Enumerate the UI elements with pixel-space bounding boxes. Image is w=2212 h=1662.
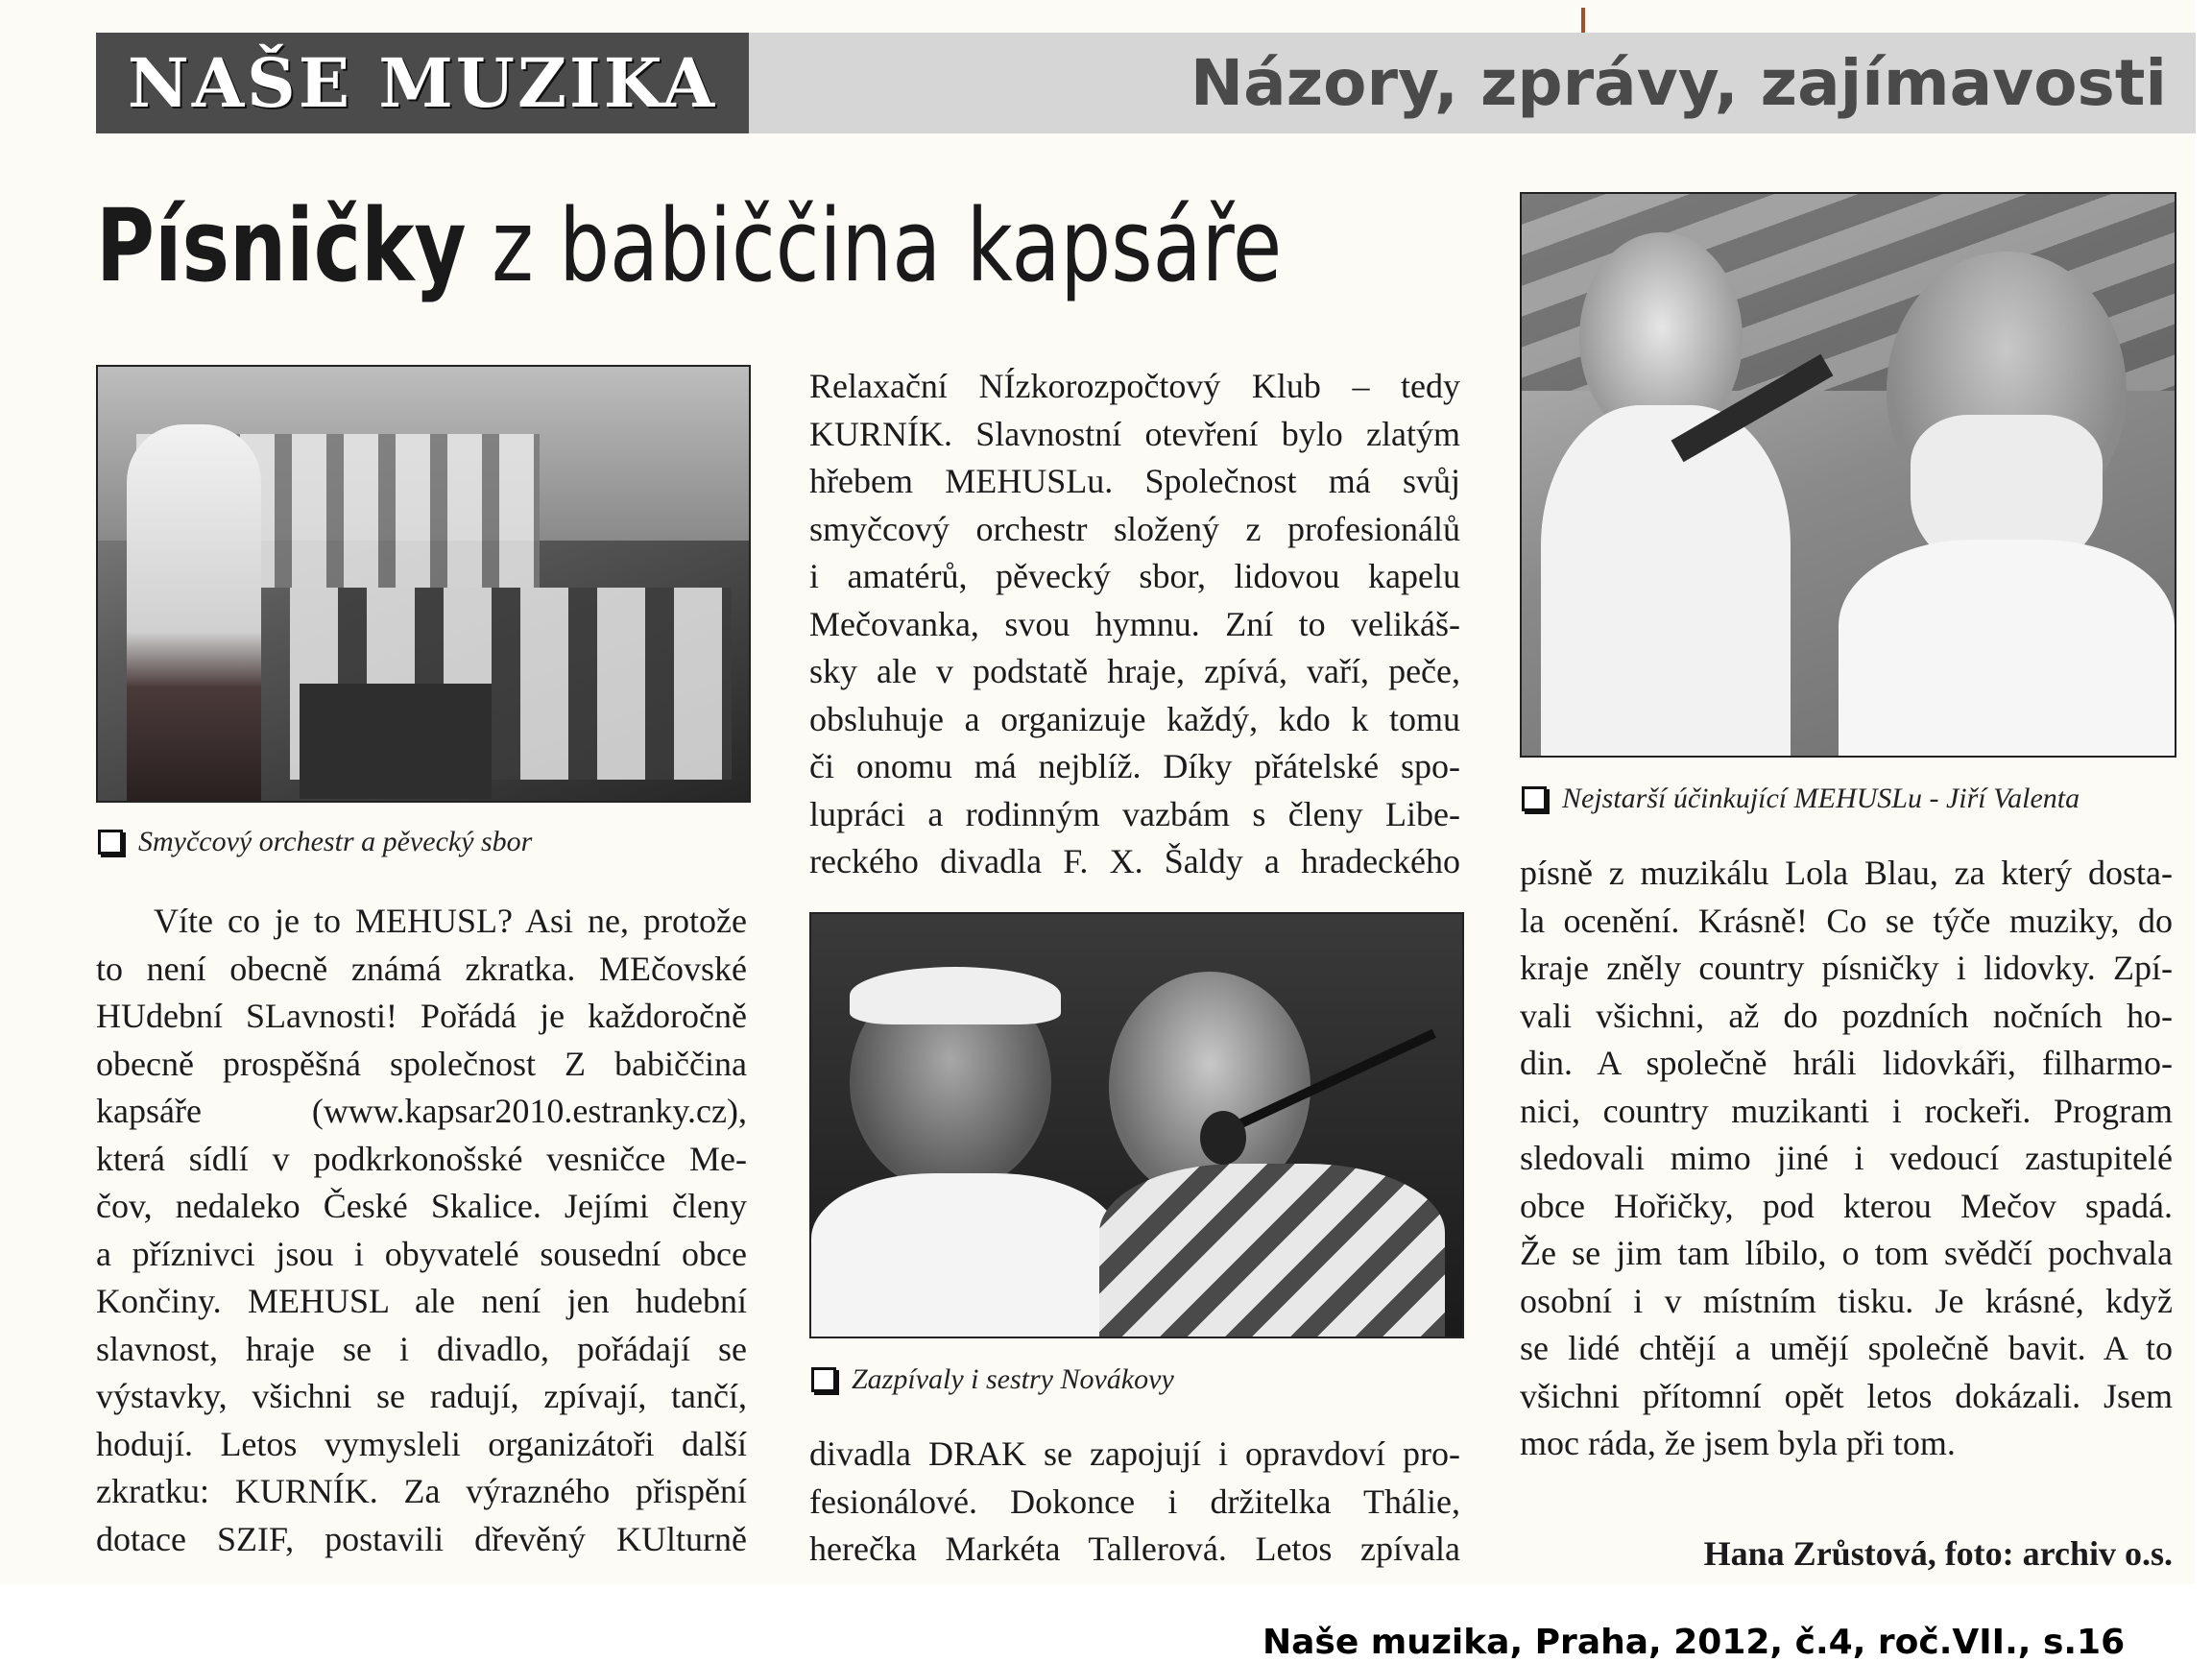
publication-title: NAŠE MUZIKA <box>96 33 749 133</box>
pen-mark <box>1581 8 1585 33</box>
headline-rest: z babiččina kapsáře <box>466 187 1283 304</box>
text-line: smyčcový orchestr složený z profesionálů <box>809 509 1460 548</box>
text-line: to není obecně známá zkratka. MEčovské <box>96 949 747 988</box>
text-line: která sídlí v podkrkonošské vesničce Me- <box>96 1139 747 1178</box>
text-line: čov, nedaleko České Skalice. Jejími členy <box>96 1187 747 1225</box>
text-line: vali všichni, až do pozdních nočních ho- <box>1520 996 2173 1035</box>
text-line: Víte co je to MEHUSL? Asi ne, protože <box>154 902 747 940</box>
photo-orchestra-choir <box>96 365 751 803</box>
text-line: obecně prospěšná společnost Z babiččina <box>96 1044 747 1083</box>
article-headline <box>96 187 1282 304</box>
photo-jiri-valenta <box>1520 192 2176 758</box>
text-line: la ocenění. Krásně! Co se týče muziky, do <box>1520 901 2173 940</box>
article-column-2-top <box>809 363 1460 886</box>
text-line: Relaxační NÍzkorozpočtový Klub – tedy <box>809 367 1460 405</box>
caption-orchestra <box>98 826 532 858</box>
text-line: i amatérů, pěvecký sbor, lidovou kapelu <box>809 557 1460 595</box>
text-line: din. A společně hráli lidovkáři, filharmo- <box>1520 1044 2173 1082</box>
text-line: všichni přítomní opět letos dokázali. Jsem <box>1520 1376 2173 1415</box>
text-line: Že se jim tam líbilo, o tom svědčí pochvala <box>1520 1234 2173 1272</box>
text-line: Končiny. MEHUSL ale není jen hudební <box>96 1282 747 1320</box>
checkbox-bullet-icon <box>811 1367 836 1392</box>
text-line: slavnost, hraje se i divadlo, pořádají se <box>96 1329 747 1368</box>
article-author: Hana Zrůstová, foto: archiv o.s. <box>1703 1534 2173 1573</box>
text-line: či onomu má nejblíž. Díky přátelské spo- <box>809 747 1460 785</box>
text-line: sledovali mimo jiné i vedoucí zastupitelé <box>1520 1139 2173 1177</box>
text-line: lupráci a rodinným vazbám s členy Libe- <box>809 794 1460 833</box>
text-line: nici, country muzikanti i rockeři. Program <box>1520 1091 2173 1130</box>
text-line: fesionálové. Dokonce i držitelka Thálie, <box>809 1481 1460 1521</box>
text-line: obce Hořičky, pod kterou Mečov spadá. <box>1520 1186 2173 1225</box>
caption-sisters-text: Zazpívaly i sestry Novákovy <box>852 1363 1174 1395</box>
photo-novak-sisters <box>809 912 1464 1338</box>
text-line: a příznivci jsou i obyvatelé sousední obce <box>96 1234 747 1273</box>
checkbox-bullet-icon <box>98 830 123 855</box>
article-column-2-bottom <box>809 1431 1460 1574</box>
text-line: se lidé chtějí a umějí společně bavit. A to <box>1520 1329 2173 1367</box>
text-line: reckého divadla F. X. Šaldy a hradeckého <box>809 842 1460 880</box>
text-line: zkratku: KURNÍK. Za výrazného přispění <box>96 1472 747 1510</box>
text-line: kraje zněly country písničky i lidovky. Zpí- <box>1520 949 2173 987</box>
article-column-3 <box>1520 850 2173 1468</box>
text-line: výstavky, všichni se radují, zpívají, tančí, <box>96 1377 747 1415</box>
text-line: obsluhuje a organizuje každý, kdo k tomu <box>809 699 1460 738</box>
article-column-1 <box>96 898 747 1563</box>
text-line: hřebem MEHUSLu. Společnost má svůj <box>809 462 1460 500</box>
text-line: divadla DRAK se zapojují i opravdoví pro- <box>809 1434 1460 1473</box>
caption-sisters <box>811 1363 1174 1396</box>
caption-valenta-text: Nejstarší účinkující MEHUSLu - Jiří Valenta <box>1562 783 2080 814</box>
text-line: KURNÍK. Slavnostní otevření bylo zlatým <box>809 414 1460 453</box>
text-line: osobní i v místním tisku. Je krásné, když <box>1520 1281 2173 1320</box>
text-line: Mečovanka, svou hymnu. Zní to velikáš- <box>809 604 1460 643</box>
text-line: herečka Markéta Tallerová. Letos zpívala <box>809 1530 1460 1568</box>
source-citation: Naše muzika, Praha, 2012, č.4, roč.VII., s.16 <box>1262 1623 2126 1662</box>
text-line: sky ale v podstatě hraje, zpívá, vaří, peče, <box>809 652 1460 690</box>
caption-orchestra-text: Smyčcový orchestr a pěvecký sbor <box>138 826 533 857</box>
text-line: dotace SZIF, postavili dřevěný KUlturně <box>96 1519 747 1558</box>
masthead <box>96 33 2196 133</box>
text-line: moc ráda, že jsem byla při tom. <box>1520 1424 1956 1462</box>
section-title: Názory, zprávy, zajímavosti <box>1190 46 2167 120</box>
text-line: HUdební SLavnosti! Pořádá je každoročně <box>96 997 747 1035</box>
checkbox-bullet-icon <box>1522 786 1547 811</box>
text-line: hodují. Letos vymysleli organizátoři další <box>96 1424 747 1463</box>
headline-bold: Písničky <box>96 187 467 304</box>
text-line: písně z muzikálu Lola Blau, za který dosta- <box>1520 854 2173 892</box>
text-line: kapsáře (www.kapsar2010.estranky.cz), <box>96 1092 747 1130</box>
caption-valenta <box>1522 783 2080 815</box>
